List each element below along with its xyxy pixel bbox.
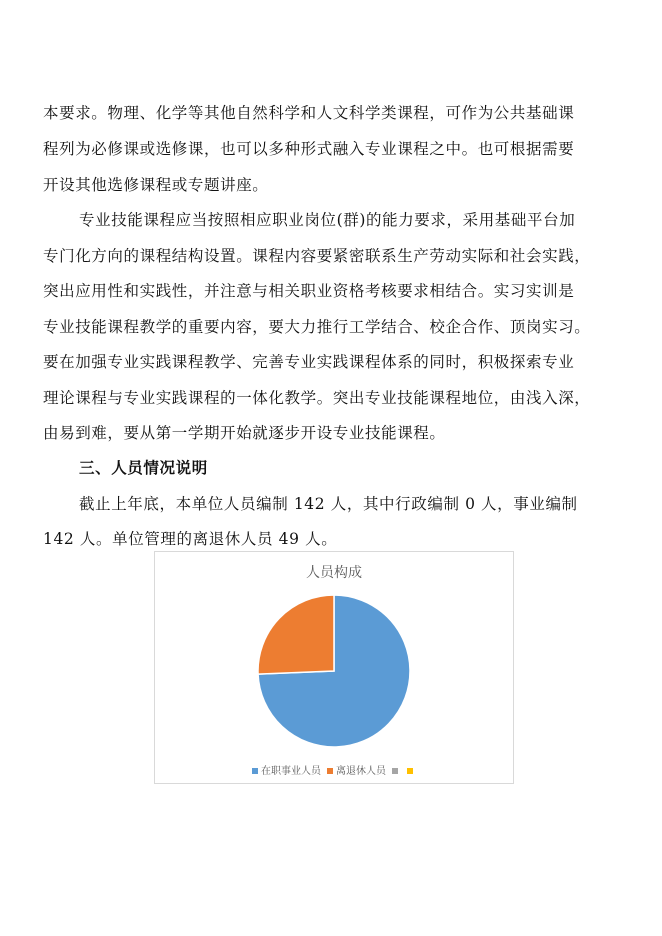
paragraph-line: 开设其他选修课程或专题讲座。 — [43, 176, 269, 194]
legend-item — [252, 762, 321, 777]
pie-slice — [258, 595, 334, 674]
paragraph-line: 专门化方向的课程结构设置。课程内容要紧密联系生产劳动实际和社会实践， — [43, 247, 591, 265]
paragraph-line: 专业技能课程教学的重要内容，要大力推行工学结合、校企合作、顶岗实习。 — [43, 318, 591, 336]
chart-legend — [155, 762, 513, 777]
legend-item — [392, 766, 401, 777]
legend-swatch — [392, 768, 398, 774]
legend-swatch — [252, 768, 258, 774]
pie-chart — [154, 551, 514, 784]
paragraph-line: 由易到难，要从第一学期开始就逐步开设专业技能课程。 — [43, 424, 446, 442]
legend-swatch — [327, 768, 333, 774]
legend-item — [407, 766, 416, 777]
paragraph-line: 截止上年底，本单位人员编制 142 人，其中行政编制 0 人，事业编制 — [79, 495, 578, 513]
legend-item — [327, 762, 386, 777]
legend-swatch — [407, 768, 413, 774]
pie-chart-canvas — [155, 552, 513, 783]
paragraph-line: 142 人。单位管理的离退休人员 49 人。 — [43, 530, 338, 548]
paragraph-line: 要在加强专业实践课程教学、完善专业实践课程体系的同时，积极探索专业 — [43, 353, 575, 371]
paragraph-line: 理论课程与专业实践课程的一体化教学。突出专业技能课程地位，由浅入深， — [43, 389, 591, 407]
section-heading: 三、人员情况说明 — [79, 459, 208, 477]
paragraph-line: 专业技能课程应当按照相应职业岗位(群)的能力要求，采用基础平台加 — [79, 211, 576, 229]
paragraph-line: 本要求。物理、化学等其他自然科学和人文科学类课程，可作为公共基础课 — [43, 104, 575, 122]
paragraph-line: 突出应用性和实践性，并注意与相关职业资格考核要求相结合。实习实训是 — [43, 282, 575, 300]
chart-title: 人员构成 — [306, 565, 362, 581]
paragraph-line: 程列为必修课或选修课，也可以多种形式融入专业课程之中。也可根据需要 — [43, 140, 575, 158]
legend-label: 离退休人员 — [336, 766, 386, 777]
legend-label: 在职事业人员 — [261, 766, 321, 777]
